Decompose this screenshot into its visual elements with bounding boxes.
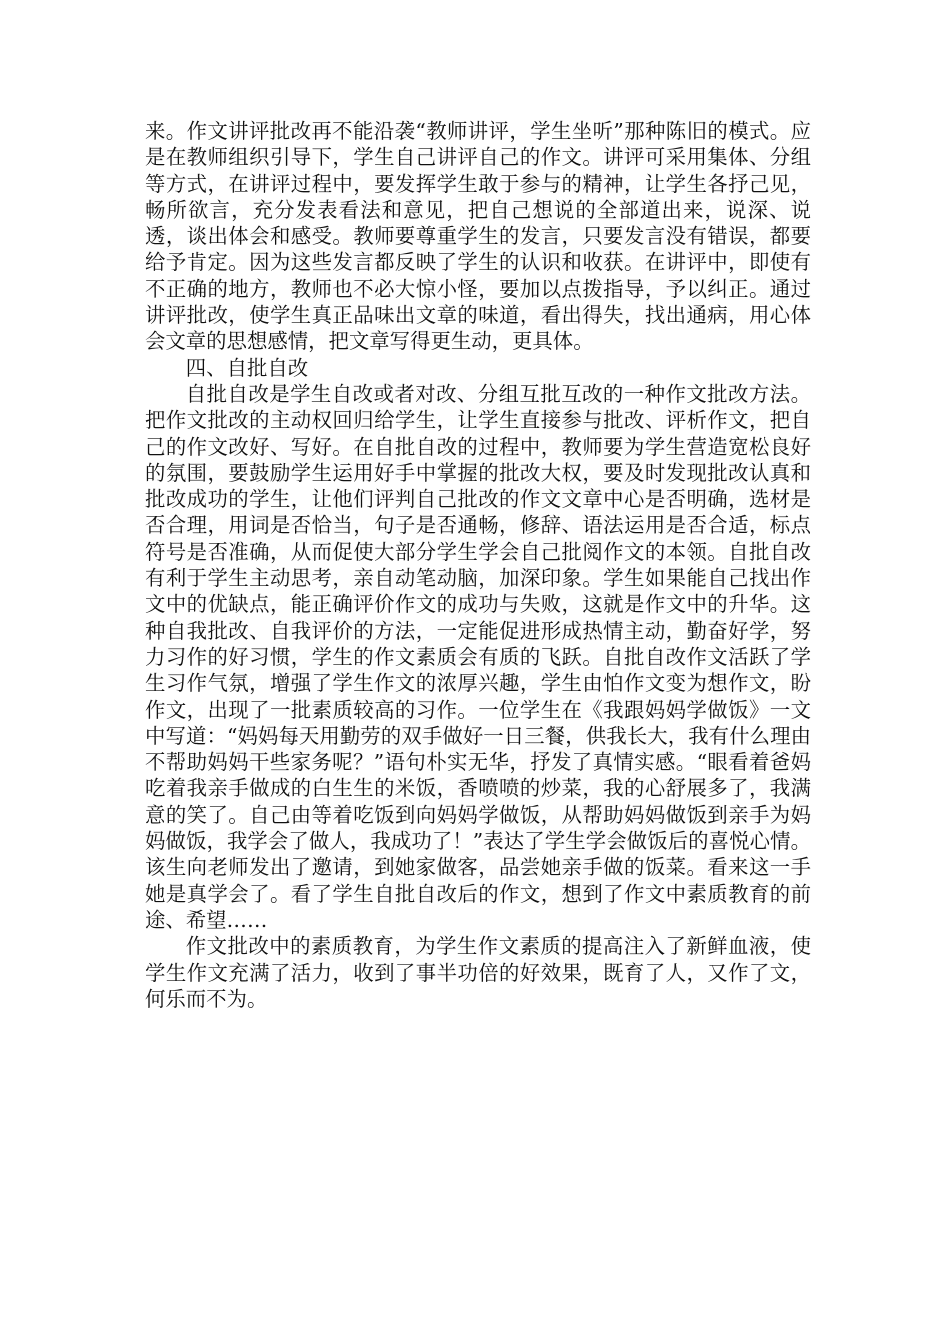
- paragraph-self-correction: 自批自改是学生自改或者对改、分组互批互改的一种作文批改方法。把作文批改的主动权回归给学生，让学生直接参与批改、评析作文，把自己的作文改好、写好。在自批自改的过程中，教师要为学生营造宽松良好的氛围，要鼓励学生运用好手中掌握的批改大权，要及时发现批改认真和批改成功的学生，让他们评判自己批改的作文文章中心是否明确，选材是否合理，用词是否恰当，句子是否通畅，修辞、语法运用是否合适，标点符号是否准确，从而促使大部分学生学会自己批阅作文的本领。自批自改有利于学生主动思考，亲自动笔动脑，加深印象。学生如果能自己找出作文中的优缺点，能正确评价作文的成功与失败，这就是作文中的升华。这种自我批改、自我评价的方法，一定能促进形成热情主动，勤奋好学，努力习作的好习惯，学生的作文素质会有质的飞跃。自批自改作文活跃了学生习作气氛，增强了学生作文的浓厚兴趣，学生由怕作文变为想作文，盼作文，出现了一批素质较高的习作。一位学生在《我跟妈妈学做饭》一文中写道：“妈妈每天用勤劳的双手做好一日三餐，供我长大，我有什么理由不帮助妈妈干些家务呢？”语句朴实无华，抒发了真情实感。“眼看着爸妈吃着我亲手做成的白生生的米饭，香喷喷的炒菜，我的心舒展多了，我满意的笑了。自己由等着吃饭到向妈妈学做饭，从帮助妈妈做饭到亲手为妈妈做饭，我学会了做人，我成功了！”表达了学生学会做饭后的喜悦心情。该生向老师发出了邀请，到她家做客，品尝她亲手做的饭菜。看来这一手她是真学会了。看了学生自批自改后的作文，想到了作文中素质教育的前途、希望……: [145, 381, 811, 932]
- section-heading: 四、自批自改: [185, 355, 309, 380]
- paragraph-conclusion: 作文批改中的素质教育，为学生作文素质的提高注入了新鲜血液，使学生作文充满了活力，收到了事半功倍的好效果，既育了人，又作了文，何乐而不为。: [145, 934, 811, 1011]
- paragraph-continued: 来。作文讲评批改再不能沿袭“教师讲评，学生坐听”那种陈旧的模式。应是在教师组织引导下，学生自己讲评自己的作文。讲评可采用集体、分组等方式，在讲评过程中，要发挥学生敢于参与的精神，让学生各抒己见，畅所欲言，充分发表看法和意见，把自己想说的全部道出来，说深、说透，谈出体会和感受。教师要尊重学生的发言，只要发言没有错误，都要给予肯定。因为这些发言都反映了学生的认识和收获。在讲评中，即使有不正确的地方，教师也不必大惊小怪，要加以点拨指导，予以纠正。通过讲评批改，使学生真正品味出文章的味道，看出得失，找出通病，用心体会文章的思想感情，把文章写得更生动，更具体。: [145, 119, 811, 354]
- document-body: [145, 118, 811, 1012]
